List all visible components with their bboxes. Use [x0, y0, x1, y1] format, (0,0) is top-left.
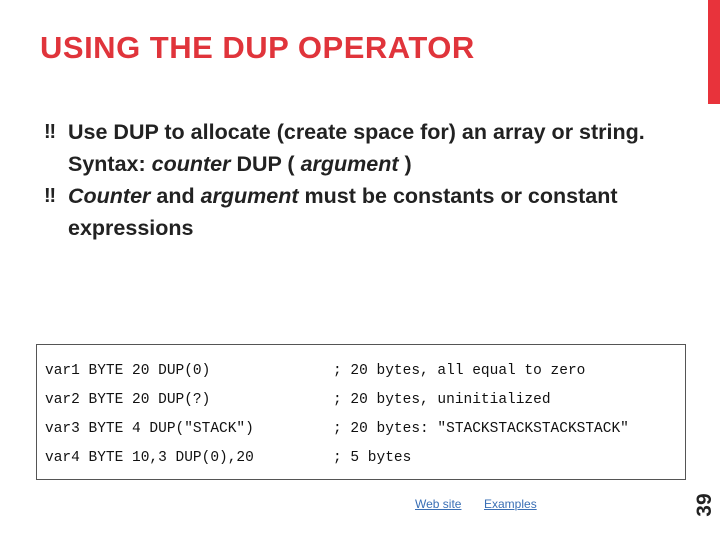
bullet-text: and	[150, 184, 201, 208]
code-statement: var2 BYTE 20 DUP(?)	[45, 392, 211, 408]
bullet-text: DUP (	[230, 152, 301, 176]
code-comment: ; 20 bytes: "STACKSTACKSTACKSTACK"	[333, 421, 629, 437]
code-statement: var4 BYTE 10,3 DUP(0),20	[45, 450, 254, 466]
bullet-item	[44, 180, 694, 244]
bullet-text-italic: argument	[200, 184, 299, 208]
code-line	[45, 363, 685, 383]
bullet-arrow-icon: ‼	[44, 185, 57, 207]
code-comment: ; 20 bytes, uninitialized	[333, 392, 551, 408]
bullet-arrow-icon: ‼	[44, 121, 57, 143]
bullet-list	[44, 116, 694, 244]
code-comment: ; 20 bytes, all equal to zero	[333, 363, 586, 379]
examples-link[interactable]: Examples	[484, 497, 537, 511]
bullet-text: Use DUP to allocate (create space for) an array or string. Syntax:	[68, 120, 645, 176]
accent-bar	[708, 0, 720, 104]
code-block	[36, 344, 686, 480]
code-comment: ; 5 bytes	[333, 450, 412, 466]
bullet-item	[44, 116, 694, 180]
bullet-text-italic: Counter	[68, 184, 151, 208]
bullet-text: must be constants or constant expressions	[68, 184, 618, 240]
code-line	[45, 421, 685, 441]
code-statement: var1 BYTE 20 DUP(0)	[45, 363, 211, 379]
web-site-link[interactable]: Web site	[415, 497, 462, 511]
bullet-text-italic: counter	[151, 152, 231, 176]
code-line	[45, 392, 685, 412]
slide-title: USING THE DUP OPERATOR	[40, 30, 475, 65]
page-number: 39	[693, 493, 716, 517]
code-statement: var3 BYTE 4 DUP("STACK")	[45, 421, 254, 437]
code-line	[45, 450, 685, 470]
bullet-text-italic: argument	[300, 152, 399, 176]
bullet-text: )	[398, 152, 412, 176]
